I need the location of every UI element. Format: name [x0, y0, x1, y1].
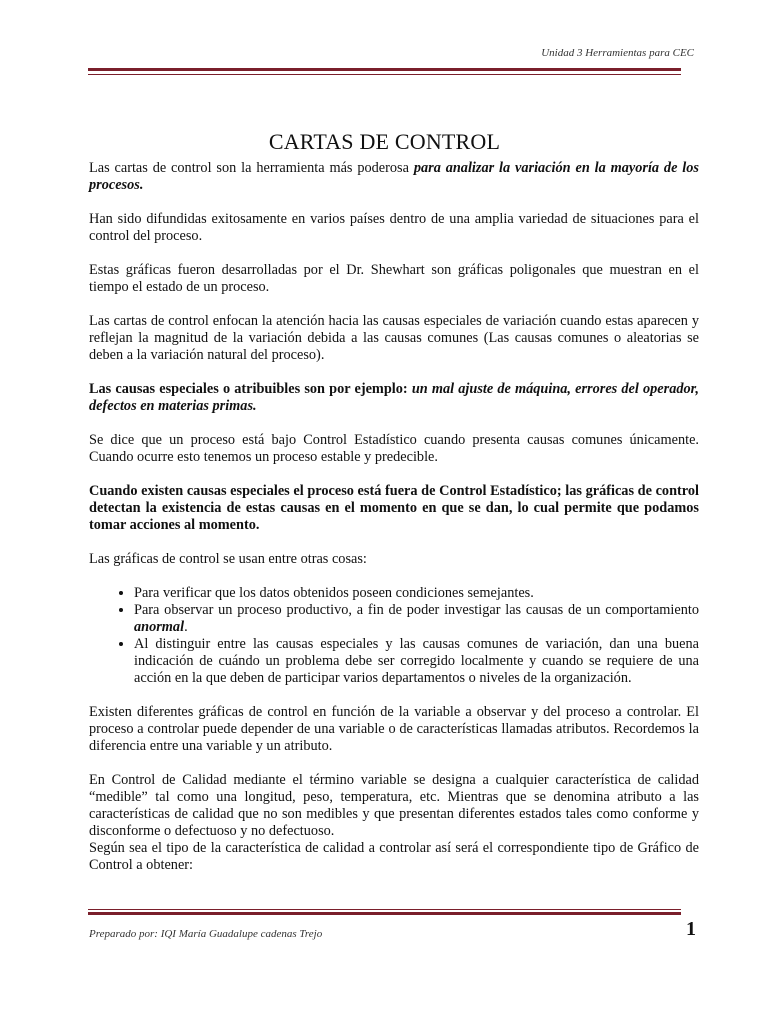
paragraph-5-bold: Las causas especiales o atribuibles son por ejemplo: [89, 381, 412, 397]
document-body [89, 160, 699, 891]
page-title: CARTAS DE CONTROL [268, 128, 501, 154]
paragraph-10: En Control de Calidad mediante el término variable se designa a cualquier característica de calidad “medible” tal como una longitud, peso, temperatura, etc. Mientras que se denomina atributo a las características de calidad que no son medibles y que presentan diferentes estados tales como conforme y disconforme o defectuoso y no defectuoso. [89, 772, 699, 839]
footer-rule-thin [88, 909, 681, 910]
paragraph-4: Las cartas de control enfocan la atención hacia las causas especiales de variación cuando estas aparecen y reflejan la magnitud de la variación debida a las causas comunes (Las causas comunes o aleatorias se deben a la variación natural del proceso). [89, 313, 699, 363]
uses-list [89, 585, 699, 687]
list-item [134, 602, 699, 636]
page-number: 1 [686, 918, 696, 940]
paragraph-5 [89, 381, 699, 415]
paragraph-5-emphasis: un mal ajuste de máquina, errores del operador, defectos en materias primas. [89, 381, 699, 414]
paragraph-1 [89, 160, 699, 194]
paragraph-1-emphasis: para analizar la variación en la mayoría de los procesos. [89, 160, 699, 193]
paragraph-7: Cuando existen causas especiales el proceso está fuera de Control Estadístico; las gráficas de control detectan la existencia de estas causas en el momento en que se dan, lo cual permite que podamos tomar acciones al momento. [89, 483, 699, 533]
header-rule-thin [88, 74, 681, 75]
list-item: • Para verificar que los datos obtenidos poseen condiciones semejantes. [134, 585, 699, 602]
list-item-period: . [184, 619, 188, 635]
header-text: Unidad 3 Herramientas para CEC [541, 47, 694, 59]
paragraph-6: Se dice que un proceso está bajo Control Estadístico cuando presenta causas comunes únicamente. Cuando ocurre esto tenemos un proceso estable y predecible. [89, 432, 699, 465]
paragraph-1-text: Las cartas de control son la herramienta más poderosa [89, 160, 414, 176]
footer-author: Preparado por: IQI María Guadalupe cadenas Trejo [89, 928, 323, 940]
paragraph-2: Han sido difundidas exitosamente en varios países dentro de una amplia variedad de situaciones para el control del proceso. [89, 211, 699, 244]
list-item-text: Para observar un proceso productivo, a fin de poder investigar las causas de un comportamiento [134, 602, 699, 618]
paragraph-8: Las gráficas de control se usan entre otras cosas: [89, 551, 367, 567]
paragraph-9: Existen diferentes gráficas de control en función de la variable a observar y del proceso a controlar. El proceso a controlar puede depender de una variable o de características llamadas atributos. Recordemos la diferencia entre una variable y un atributo. [89, 704, 699, 754]
list-item: • Al distinguir entre las causas especiales y las causas comunes de variación, dan una buena indicación de cuándo un problema debe ser corregido localmente y cuando se requiere de una acción en la que deben de participar varios departamentos o niveles de la organización. [134, 636, 699, 687]
paragraph-11: Según sea el tipo de la característica de calidad a controlar así será el correspondiente tipo de Gráfico de Control a obtener: [89, 840, 699, 873]
paragraph-3: Estas gráficas fueron desarrolladas por el Dr. Shewhart son gráficas poligonales que muestran en el tiempo el estado de un proceso. [89, 262, 699, 295]
footer-rule-thick [88, 912, 681, 915]
header-rule-thick [88, 68, 681, 71]
list-item-emphasis: anormal [134, 619, 185, 635]
